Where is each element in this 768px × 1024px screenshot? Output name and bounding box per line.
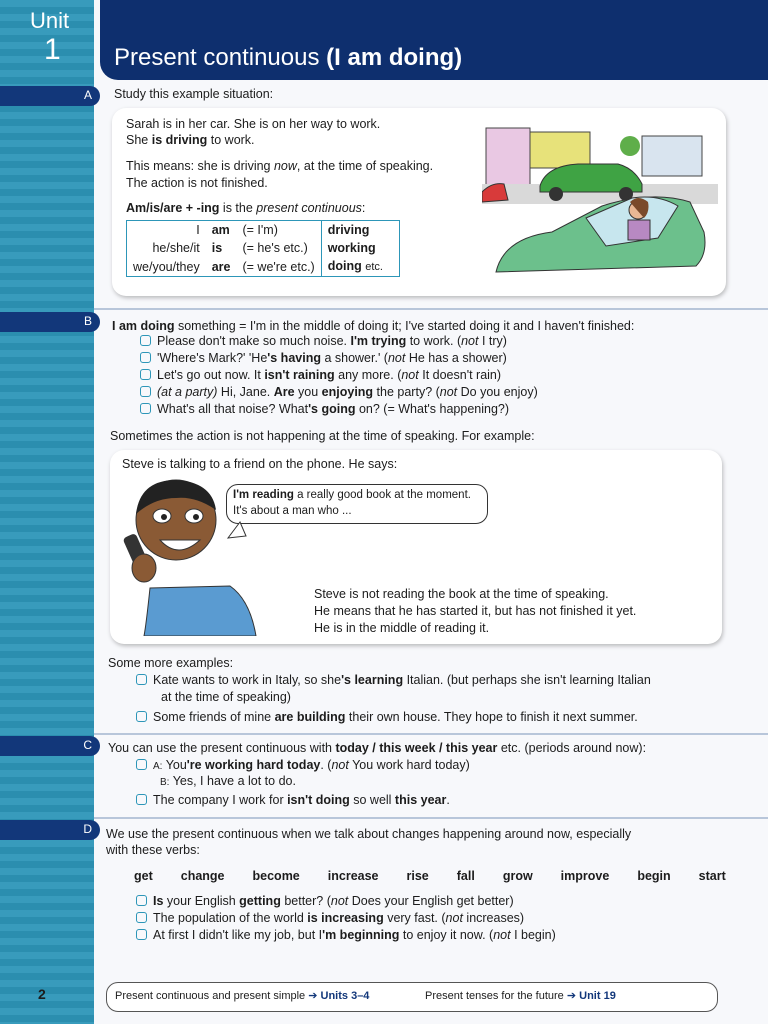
table-form: driving <box>321 221 400 240</box>
section-divider <box>94 817 768 819</box>
section-tab-c: C <box>0 736 100 756</box>
verb-list <box>134 868 726 885</box>
bullet-icon <box>140 335 151 346</box>
bullet-icon <box>140 403 151 414</box>
table-subject: he/she/it <box>152 241 200 255</box>
conjugation-table <box>126 220 400 277</box>
verb: become <box>252 869 300 883</box>
section-tab-b: B <box>0 312 100 332</box>
a-line3: This means: she is driving now, at the time of speaking. <box>126 159 434 173</box>
verb: fall <box>456 869 475 883</box>
bullet-icon <box>136 674 147 685</box>
steve-illustration <box>120 476 260 636</box>
xref-link-units-3-4[interactable]: Present continuous and present simple ➔ Units 3–4 <box>115 990 370 1002</box>
page-number: 2 <box>38 986 46 1002</box>
car-illustration <box>482 122 718 284</box>
unit-label <box>0 0 100 78</box>
bullet-icon <box>136 912 147 923</box>
list-item: What's all that noise? What's going on? (= What's happening?) <box>140 401 509 418</box>
bullet-icon <box>140 352 151 363</box>
verb: grow <box>502 869 533 883</box>
bullet-icon <box>136 711 147 722</box>
table-verb: is <box>211 241 223 255</box>
d-lead2: with these verbs: <box>106 843 200 857</box>
a-formula: Am/is/are + -ing is the present continuous: <box>126 201 366 215</box>
title-main: Present continuous <box>114 44 327 71</box>
table-gloss: (= he's etc.) <box>242 241 308 255</box>
list-item: The company I work for isn't doing so well this year. <box>136 792 450 809</box>
verb: begin <box>637 869 671 883</box>
list-item: At first I didn't like my job, but I'm beginning to enjoy it now. (not I begin) <box>136 927 556 944</box>
list-item: (at a party) Hi, Jane. Are you enjoying the party? (not Do you enjoy) <box>140 384 538 401</box>
verb: change <box>180 869 225 883</box>
table-gloss: (= I'm) <box>242 223 278 237</box>
d-lead1: We use the present continuous when we talk about changes happening around now, especially <box>106 827 632 841</box>
table-subject: we/you/they <box>133 259 200 274</box>
c-lead: You can use the present continuous with today / this week / this year etc. (periods around now): <box>108 741 647 755</box>
bubble-line1: I'm reading a really good book at the moment. <box>233 489 471 501</box>
bullet-icon <box>140 369 151 380</box>
page-sidebar <box>0 0 94 1024</box>
arrow-icon: ➔ <box>566 990 577 1002</box>
bullet-icon <box>136 929 147 940</box>
b-more: Some more examples: <box>108 656 234 670</box>
section-divider <box>94 308 768 310</box>
expl-line1: Steve is not reading the book at the time of speaking. <box>314 587 609 601</box>
verb: start <box>698 869 726 883</box>
table-row <box>127 221 400 240</box>
list-item: The population of the world is increasing very fast. (not increases) <box>136 910 524 927</box>
table-subject: I <box>196 223 200 237</box>
a-line2: She is driving to work. <box>126 133 255 147</box>
speech-bubble <box>226 484 488 524</box>
table-verb: am <box>211 223 230 237</box>
arrow-icon: ➔ <box>308 990 318 1002</box>
list-item: Please don't make so much noise. I'm trying to work. (not I try) <box>140 333 507 350</box>
bullet-icon <box>136 759 147 770</box>
steve-intro: Steve is talking to a friend on the phone. He says: <box>122 457 398 471</box>
a-line1: Sarah is in her car. She is on her way to work. <box>126 117 381 131</box>
section-tab-d: D <box>0 820 100 840</box>
table-row <box>127 239 400 257</box>
table-form: doing etc. <box>321 257 400 277</box>
bullet-icon <box>136 794 147 805</box>
table-row <box>127 257 400 277</box>
a-line4: The action is not finished. <box>126 176 268 190</box>
xref-link-unit-19[interactable]: Present tenses for the future ➔ Unit 19 <box>425 990 616 1002</box>
unit-number: 1 <box>44 33 61 66</box>
cross-reference-bar <box>106 982 718 1012</box>
list-item: Kate wants to work in Italy, so she's learning Italian. (but perhaps she isn't learning Italian <box>136 672 651 689</box>
section-divider <box>94 733 768 735</box>
table-gloss: (= we're etc.) <box>242 259 315 274</box>
list-item-cont: at the time of speaking) <box>161 690 291 704</box>
verb: get <box>134 869 153 883</box>
table-form: working <box>321 239 400 257</box>
a-intro: Study this example situation: <box>114 87 274 101</box>
expl-line2: He means that he has started it, but has not finished it yet. <box>314 604 637 618</box>
list-item: A: You're working hard today. (not You work hard today) <box>136 757 470 775</box>
unit-word: Unit <box>30 8 70 33</box>
bullet-icon <box>136 895 147 906</box>
b-sometimes: Sometimes the action is not happening at the time of speaking. For example: <box>110 429 535 443</box>
title-bar <box>100 0 768 80</box>
verb: rise <box>406 869 429 883</box>
verb: increase <box>327 869 379 883</box>
bubble-line2: It's about a man who ... <box>233 505 352 517</box>
list-item: Let's go out now. It isn't raining any more. (not It doesn't rain) <box>140 367 501 384</box>
b-lead: I am doing something = I'm in the middle of doing it; I've started doing it and I haven't finished: <box>112 319 635 333</box>
bullet-icon <box>140 386 151 397</box>
expl-line3: He is in the middle of reading it. <box>314 621 490 635</box>
list-item: Is your English getting better? (not Does your English get better) <box>136 893 514 910</box>
page-title <box>114 44 462 72</box>
verb: improve <box>560 869 610 883</box>
section-tab-a: A <box>0 86 100 106</box>
list-item-reply: B: Yes, I have a lot to do. <box>160 774 296 788</box>
table-verb: are <box>211 259 231 274</box>
list-item: 'Where's Mark?' 'He's having a shower.' (not He has a shower) <box>140 350 507 367</box>
title-bold: (I am doing) <box>326 44 463 71</box>
list-item: Some friends of mine are building their own house. They hope to finish it next summer. <box>136 709 638 726</box>
